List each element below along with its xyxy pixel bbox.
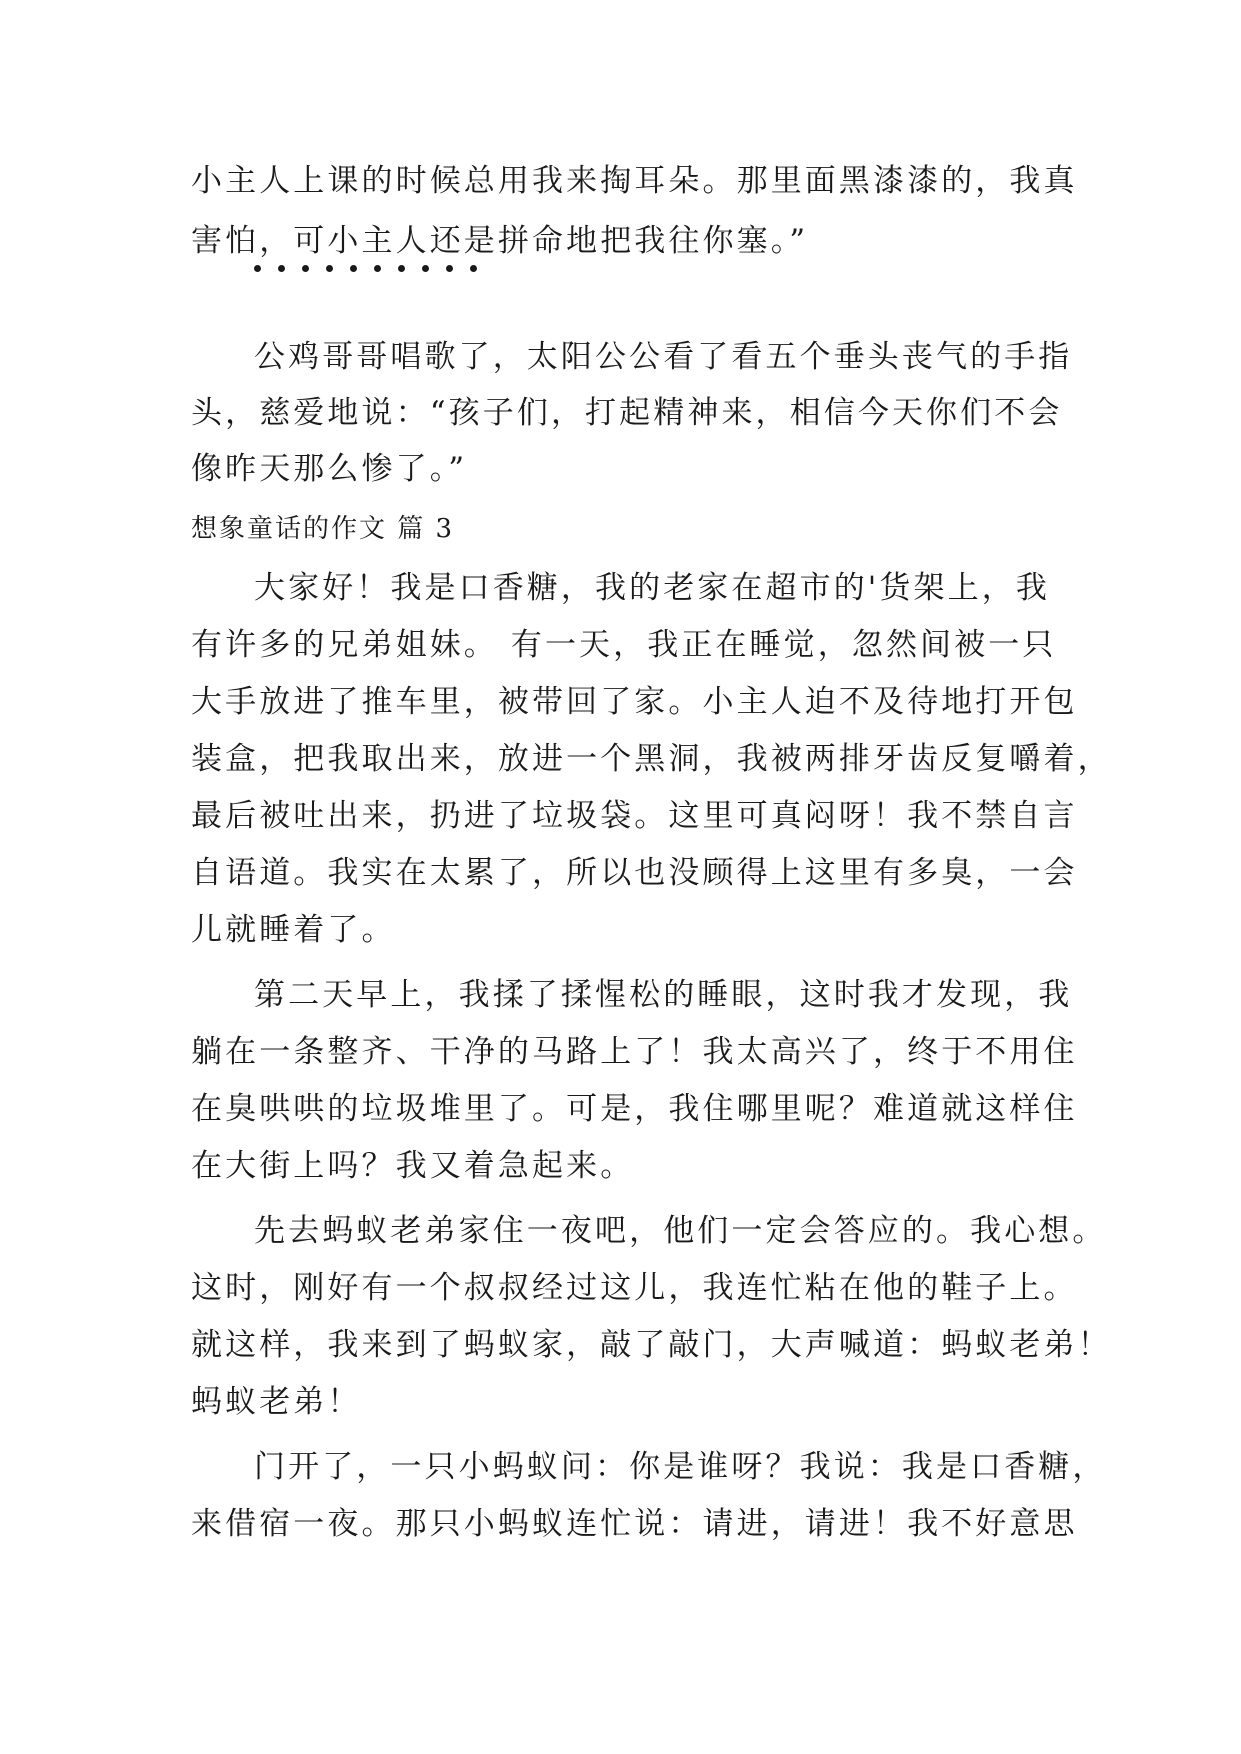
dot-icon	[350, 265, 357, 272]
text-line: 儿就睡着了。	[191, 912, 396, 948]
text-line: 装盒，把我取出来，放进一个黑洞，我被两排牙齿反复嚼着，	[191, 741, 1112, 777]
section-heading: 想象童话的作文 篇 3	[191, 514, 455, 544]
text-line: 最后被吐出来，扔进了垃圾袋。这里可真闷呀！我不禁自言	[191, 798, 1078, 834]
text-line: 这时，刚好有一个叔叔经过这儿，我连忙粘在他的鞋子上。	[191, 1270, 1078, 1306]
dot-icon	[326, 265, 333, 272]
dot-icon	[446, 265, 453, 272]
dot-icon	[398, 265, 405, 272]
dot-icon	[470, 265, 477, 272]
text-line: 躺在一条整齐、干净的马路上了！我太高兴了，终于不用住	[191, 1034, 1078, 1070]
dot-icon	[422, 265, 429, 272]
text-line: 头，慈爱地说：“孩子们，打起精神来，相信今天你们不会	[191, 395, 1063, 431]
dot-icon	[374, 265, 381, 272]
text-line: 害怕，可小主人还是拼命地把我往你塞。”	[191, 223, 809, 259]
text-line: 第二天早上，我揉了揉惺松的睡眼，这时我才发现，我	[254, 977, 1073, 1013]
text-line: 自语道。我实在太累了，所以也没顾得上这里有多臭，一会	[191, 855, 1078, 891]
ellipsis-dots	[254, 248, 494, 288]
text-line: 公鸡哥哥唱歌了，太阳公公看了看五个垂头丧气的手指	[254, 339, 1073, 375]
dot-icon	[278, 265, 285, 272]
text-line: 来借宿一夜。那只小蚂蚁连忙说：请进，请进！我不好意思	[191, 1506, 1078, 1542]
text-line: 在臭哄哄的垃圾堆里了。可是，我住哪里呢？难道就这样住	[191, 1091, 1078, 1127]
text-line: 就这样，我来到了蚂蚁家，敲了敲门，大声喊道：蚂蚁老弟！	[191, 1327, 1112, 1363]
dot-icon	[254, 265, 261, 272]
dot-icon	[302, 265, 309, 272]
text-line: 在大街上吗？我又着急起来。	[191, 1148, 635, 1184]
text-line: 大家好！我是口香糖，我的老家在超市的'货架上，我	[254, 570, 1050, 606]
text-line: 小主人上课的时候总用我来掏耳朵。那里面黑漆漆的，我真	[191, 163, 1078, 199]
text-line: 先去蚂蚁老弟家住一夜吧，他们一定会答应的。我心想。	[254, 1213, 1107, 1249]
text-line: 像昨天那么惨了。”	[191, 451, 468, 487]
text-line: 门开了，一只小蚂蚁问：你是谁呀？我说：我是口香糖，	[254, 1449, 1107, 1485]
text-line: 蚂蚁老弟！	[191, 1384, 362, 1420]
text-line: 有许多的兄弟姐妹。 有一天，我正在睡觉，忽然间被一只	[191, 627, 1057, 663]
text-line: 大手放进了推车里，被带回了家。小主人迫不及待地打开包	[191, 684, 1078, 720]
